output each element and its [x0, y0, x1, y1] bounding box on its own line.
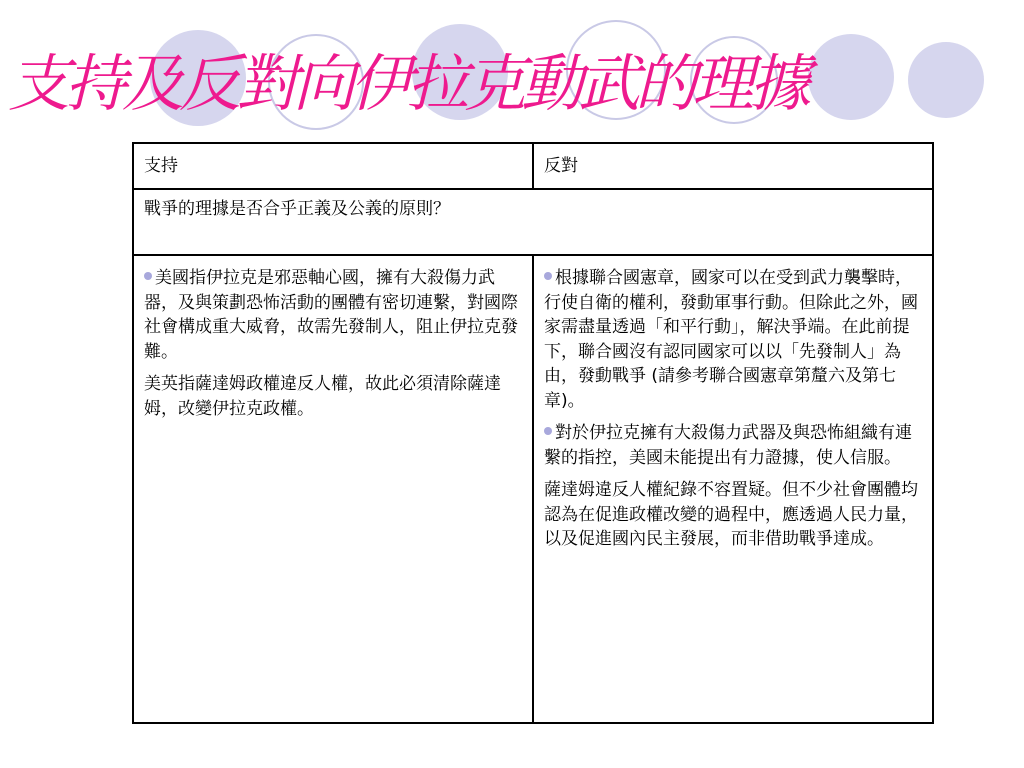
question-cell: 戰爭的理據是否合乎正義及公義的原則？ — [133, 189, 933, 255]
header-oppose: 反對 — [533, 143, 933, 189]
decorative-circle — [908, 42, 984, 118]
bullet-icon — [144, 272, 152, 280]
table-question-row — [133, 189, 933, 255]
oppose-cell — [533, 255, 933, 723]
oppose-paragraph-text: 對於伊拉克擁有大殺傷力武器及與恐怖組織有連繫的指控，美國未能提出有力證據，使人信服。 — [544, 423, 912, 468]
comparison-table — [132, 142, 934, 724]
support-paragraph-text: 美英指薩達姆政權違反人權，故此必須清除薩達姆，改變伊拉克政權。 — [144, 374, 501, 419]
support-cell — [133, 255, 533, 723]
oppose-paragraph — [544, 421, 922, 470]
decorative-circle — [808, 34, 894, 120]
oppose-paragraph-text: 根據聯合國憲章，國家可以在受到武力襲擊時，行使自衛的權利，發動軍事行動。但除此之外，國家需盡量透過「和平行動」，解決爭端。在此前提下，聯合國沒有認同國家可以以「先發制人」為由，發動戰爭 (請參考聯合國憲章第釐六及第七章)。 — [544, 268, 918, 411]
support-paragraph-text: 美國指伊拉克是邪惡軸心國，擁有大殺傷力武器，及與策劃恐怖活動的團體有密切連繫，對國際社會構成重大威脅，故需先發制人，阻止伊拉克發難。 — [144, 268, 518, 362]
support-paragraph — [144, 372, 522, 421]
oppose-paragraph-text: 薩達姆違反人權紀錄不容置疑。但不少社會團體均認為在促進政權改變的過程中，應透過人民力量，以及促進國內民主發展，而非借助戰爭達成。 — [544, 480, 918, 549]
oppose-paragraph — [544, 266, 922, 413]
bullet-icon — [544, 272, 552, 280]
table-header-row — [133, 143, 933, 189]
table-body-row — [133, 255, 933, 723]
header-support: 支持 — [133, 143, 533, 189]
bullet-icon — [544, 427, 552, 435]
oppose-paragraph — [544, 478, 922, 552]
slide-title: 支持及反對向伊拉克動武的理據 — [8, 47, 807, 120]
support-paragraph — [144, 266, 522, 364]
